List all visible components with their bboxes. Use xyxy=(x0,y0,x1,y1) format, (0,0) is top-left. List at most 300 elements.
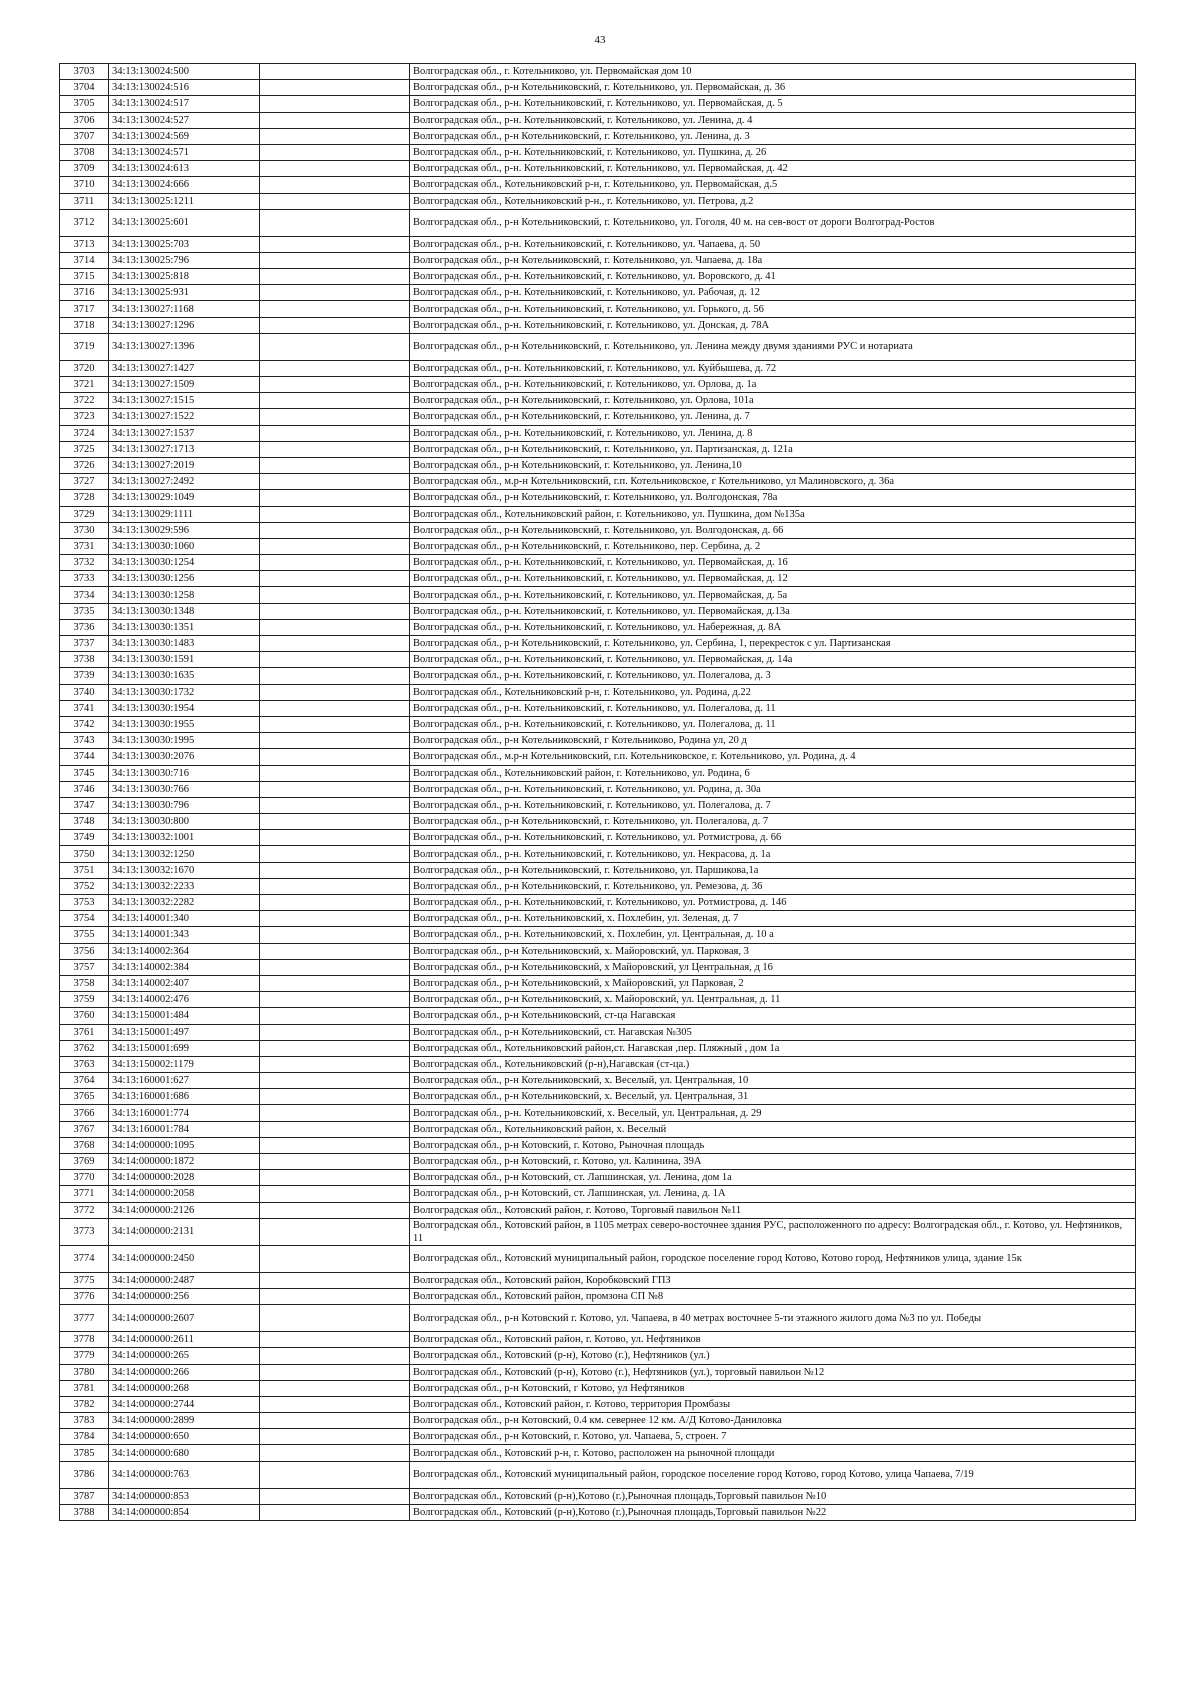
row-number: 3731 xyxy=(60,538,109,554)
row-number: 3747 xyxy=(60,797,109,813)
address: Волгоградская обл., Котельниковский район, г. Котельниково, ул. Родина, 6 xyxy=(410,765,1136,781)
cadastral-number: 34:13:130032:1670 xyxy=(109,862,260,878)
cadastral-number: 34:13:160001:784 xyxy=(109,1121,260,1137)
row-number: 3762 xyxy=(60,1040,109,1056)
cadastral-number: 34:13:130030:796 xyxy=(109,797,260,813)
table-row xyxy=(60,555,1136,571)
row-number: 3734 xyxy=(60,587,109,603)
row-number: 3706 xyxy=(60,112,109,128)
empty-cell xyxy=(260,1040,410,1056)
row-number: 3745 xyxy=(60,765,109,781)
empty-cell xyxy=(260,781,410,797)
address: Волгоградская обл., р-н. Котельниковский, г. Котельниково, ул. Воровского, д. 41 xyxy=(410,269,1136,285)
row-number: 3708 xyxy=(60,144,109,160)
empty-cell xyxy=(260,652,410,668)
table-row xyxy=(60,1218,1136,1245)
address: Волгоградская обл., р-н Котовский, г. Котово, Рыночная площадь xyxy=(410,1137,1136,1153)
cadastral-number: 34:14:000000:2126 xyxy=(109,1202,260,1218)
address: Волгоградская обл., Котовский район, Коробковский ГПЗ xyxy=(410,1272,1136,1288)
empty-cell xyxy=(260,425,410,441)
row-number: 3723 xyxy=(60,409,109,425)
table-row xyxy=(60,1380,1136,1396)
row-number: 3704 xyxy=(60,80,109,96)
table-row xyxy=(60,781,1136,797)
address: Волгоградская обл., р-н Котельниковский, г. Котельниково, ул. Гоголя, 40 м. на сев-вост от дороги Волгоград-Ростов xyxy=(410,209,1136,236)
empty-cell xyxy=(260,317,410,333)
table-row xyxy=(60,360,1136,376)
address: Волгоградская обл., Котовский (р-н),Котово (г.),Рыночная площадь,Торговый павильон №22 xyxy=(410,1504,1136,1520)
table-row xyxy=(60,1272,1136,1288)
address: Волгоградская обл., р-н Котельниковский, г. Котельниково, ул. Волгодонская, д. 66 xyxy=(410,522,1136,538)
table-row xyxy=(60,252,1136,268)
table-row xyxy=(60,393,1136,409)
row-number: 3714 xyxy=(60,252,109,268)
empty-cell xyxy=(260,1121,410,1137)
row-number: 3753 xyxy=(60,895,109,911)
table-row xyxy=(60,733,1136,749)
row-number: 3782 xyxy=(60,1396,109,1412)
cadastral-number: 34:14:000000:1095 xyxy=(109,1137,260,1153)
row-number: 3777 xyxy=(60,1305,109,1332)
parcel-table xyxy=(59,63,1136,1521)
address: Волгоградская обл., Котовский р-н, г. Котово, расположен на рыночной площади xyxy=(410,1445,1136,1461)
row-number: 3736 xyxy=(60,619,109,635)
cadastral-number: 34:13:130030:1732 xyxy=(109,684,260,700)
table-row xyxy=(60,112,1136,128)
table-row xyxy=(60,846,1136,862)
cadastral-number: 34:14:000000:2607 xyxy=(109,1305,260,1332)
empty-cell xyxy=(260,927,410,943)
address: Волгоградская обл., р-н. Котельниковский, г. Котельниково, ул. Ротмистрова, д. 66 xyxy=(410,830,1136,846)
empty-cell xyxy=(260,377,410,393)
row-number: 3774 xyxy=(60,1245,109,1272)
row-number: 3785 xyxy=(60,1445,109,1461)
table-row xyxy=(60,285,1136,301)
empty-cell xyxy=(260,1056,410,1072)
row-number: 3733 xyxy=(60,571,109,587)
address: Волгоградская обл., Котовский район, промзона СП №8 xyxy=(410,1288,1136,1304)
address: Волгоградская обл., Котельниковский р-н, г. Котельниково, ул. Первомайская, д.5 xyxy=(410,177,1136,193)
empty-cell xyxy=(260,765,410,781)
address: Волгоградская обл., р-н Котельниковский, г. Котельниково, ул. Партизанская, д. 121а xyxy=(410,441,1136,457)
table-row xyxy=(60,490,1136,506)
row-number: 3713 xyxy=(60,236,109,252)
empty-cell xyxy=(260,603,410,619)
row-number: 3770 xyxy=(60,1170,109,1186)
empty-cell xyxy=(260,959,410,975)
cadastral-number: 34:13:130030:1483 xyxy=(109,636,260,652)
cadastral-number: 34:14:000000:854 xyxy=(109,1504,260,1520)
table-row xyxy=(60,797,1136,813)
empty-cell xyxy=(260,1272,410,1288)
cadastral-number: 34:13:130024:613 xyxy=(109,161,260,177)
row-number: 3763 xyxy=(60,1056,109,1072)
empty-cell xyxy=(260,1137,410,1153)
empty-cell xyxy=(260,236,410,252)
row-number: 3716 xyxy=(60,285,109,301)
address: Волгоградская обл., р-н Котельниковский, г. Котельниково, ул. Полегалова, д. 7 xyxy=(410,814,1136,830)
address: Волгоградская обл., Котовский район, г. Котово, Торговый павильон №11 xyxy=(410,1202,1136,1218)
table-row xyxy=(60,992,1136,1008)
empty-cell xyxy=(260,538,410,554)
table-row xyxy=(60,144,1136,160)
cadastral-number: 34:13:150001:497 xyxy=(109,1024,260,1040)
table-row xyxy=(60,506,1136,522)
address: Волгоградская обл., Котовский район, в 1105 метрах северо-восточнее здания РУС, расположенного по адресу: Волгоградская обл., г. Котово, ул. Нефтяников, 11 xyxy=(410,1218,1136,1245)
cadastral-number: 34:14:000000:2899 xyxy=(109,1413,260,1429)
table-row xyxy=(60,1413,1136,1429)
row-number: 3767 xyxy=(60,1121,109,1137)
table-row xyxy=(60,1089,1136,1105)
empty-cell xyxy=(260,80,410,96)
empty-cell xyxy=(260,1089,410,1105)
cadastral-number: 34:13:130027:2019 xyxy=(109,457,260,473)
address: Волгоградская обл., р-н Котельниковский, х. Веселый, ул. Центральная, 10 xyxy=(410,1073,1136,1089)
address: Волгоградская обл., р-н. Котельниковский, г. Котельниково, ул. Первомайская, д. 5 xyxy=(410,96,1136,112)
table-row xyxy=(60,668,1136,684)
row-number: 3754 xyxy=(60,911,109,927)
address: Волгоградская обл., Котовский район, г. Котово, ул. Нефтяников xyxy=(410,1332,1136,1348)
parcel-table-body xyxy=(60,64,1136,1521)
cadastral-number: 34:13:130024:517 xyxy=(109,96,260,112)
empty-cell xyxy=(260,1380,410,1396)
empty-cell xyxy=(260,506,410,522)
address: Волгоградская обл., Котельниковский р-н., г. Котельниково, ул. Петрова, д.2 xyxy=(410,193,1136,209)
row-number: 3783 xyxy=(60,1413,109,1429)
table-row xyxy=(60,927,1136,943)
address: Волгоградская обл., р-н. Котельниковский, г. Котельниково, ул. Ротмистрова, д. 146 xyxy=(410,895,1136,911)
cadastral-number: 34:13:140002:384 xyxy=(109,959,260,975)
address: Волгоградская обл., р-н. Котельниковский, г. Котельниково, ул. Донская, д. 78А xyxy=(410,317,1136,333)
cadastral-number: 34:13:130032:2233 xyxy=(109,878,260,894)
cadastral-number: 34:13:130030:716 xyxy=(109,765,260,781)
address: Волгоградская обл., р-н. Котельниковский, г. Котельниково, ул. Горького, д. 56 xyxy=(410,301,1136,317)
address: Волгоградская обл., Котовский муниципальный район, городское поселение город Котово, город Котово, улица Чапаева, 7/19 xyxy=(410,1461,1136,1488)
table-row xyxy=(60,333,1136,360)
row-number: 3748 xyxy=(60,814,109,830)
address: Волгоградская обл., р-н Котельниковский, ст. Нагавская №305 xyxy=(410,1024,1136,1040)
empty-cell xyxy=(260,1429,410,1445)
cadastral-number: 34:13:130024:569 xyxy=(109,128,260,144)
empty-cell xyxy=(260,1305,410,1332)
cadastral-number: 34:14:000000:2028 xyxy=(109,1170,260,1186)
table-row xyxy=(60,862,1136,878)
table-row xyxy=(60,1364,1136,1380)
address: Волгоградская обл., р-н. Котельниковский, г. Котельниково, ул. Полегалова, д. 11 xyxy=(410,716,1136,732)
cadastral-number: 34:14:000000:265 xyxy=(109,1348,260,1364)
row-number: 3717 xyxy=(60,301,109,317)
empty-cell xyxy=(260,64,410,80)
row-number: 3722 xyxy=(60,393,109,409)
empty-cell xyxy=(260,684,410,700)
cadastral-number: 34:14:000000:2450 xyxy=(109,1245,260,1272)
empty-cell xyxy=(260,1105,410,1121)
address: Волгоградская обл., Котовский (р-н),Котово (г.),Рыночная площадь,Торговый павильон №10 xyxy=(410,1488,1136,1504)
empty-cell xyxy=(260,992,410,1008)
empty-cell xyxy=(260,441,410,457)
address: Волгоградская обл., р-н Котельниковский, г Котельниково, Родина ул, 20 д xyxy=(410,733,1136,749)
address: Волгоградская обл., р-н Котельниковский, г. Котельниково, ул. Ремезова, д. 36 xyxy=(410,878,1136,894)
cadastral-number: 34:13:130024:527 xyxy=(109,112,260,128)
empty-cell xyxy=(260,1445,410,1461)
address: Волгоградская обл., р-н. Котельниковский, г. Котельниково, ул. Ленина, д. 4 xyxy=(410,112,1136,128)
empty-cell xyxy=(260,716,410,732)
cadastral-number: 34:13:130030:1348 xyxy=(109,603,260,619)
cadastral-number: 34:13:130029:596 xyxy=(109,522,260,538)
table-row xyxy=(60,377,1136,393)
address: Волгоградская обл., р-н Котовский, ст. Лапшинская, ул. Ленина, дом 1а xyxy=(410,1170,1136,1186)
address: Волгоградская обл., р-н Котельниковский, г. Котельниково, пер. Сербина, д. 2 xyxy=(410,538,1136,554)
row-number: 3752 xyxy=(60,878,109,894)
address: Волгоградская обл., р-н. Котельниковский, г. Котельниково, ул. Полегалова, д. 3 xyxy=(410,668,1136,684)
row-number: 3737 xyxy=(60,636,109,652)
cadastral-number: 34:13:130025:703 xyxy=(109,236,260,252)
table-row xyxy=(60,959,1136,975)
table-row xyxy=(60,895,1136,911)
address: Волгоградская обл., Котельниковский район, х. Веселый xyxy=(410,1121,1136,1137)
table-row xyxy=(60,96,1136,112)
table-row xyxy=(60,409,1136,425)
empty-cell xyxy=(260,830,410,846)
table-row xyxy=(60,1170,1136,1186)
empty-cell xyxy=(260,96,410,112)
cadastral-number: 34:13:130032:1001 xyxy=(109,830,260,846)
address: Волгоградская обл., р-н Котельниковский, ст-ца Нагавская xyxy=(410,1008,1136,1024)
empty-cell xyxy=(260,269,410,285)
address: Волгоградская обл., Котовский (р-н), Котово (г.), Нефтяников (ул.) xyxy=(410,1348,1136,1364)
row-number: 3769 xyxy=(60,1154,109,1170)
address: Волгоградская обл., Котельниковский район, г. Котельниково, ул. Пушкина, дом №135а xyxy=(410,506,1136,522)
row-number: 3720 xyxy=(60,360,109,376)
address: Волгоградская обл., р-н Котовский, г. Котово, ул. Калинина, 39А xyxy=(410,1154,1136,1170)
address: Волгоградская обл., р-н. Котельниковский, х. Похлебин, ул. Зеленая, д. 7 xyxy=(410,911,1136,927)
cadastral-number: 34:13:140002:407 xyxy=(109,975,260,991)
empty-cell xyxy=(260,1288,410,1304)
row-number: 3712 xyxy=(60,209,109,236)
empty-cell xyxy=(260,814,410,830)
empty-cell xyxy=(260,587,410,603)
empty-cell xyxy=(260,797,410,813)
address: Волгоградская обл., г. Котельниково, ул. Первомайская дом 10 xyxy=(410,64,1136,80)
address: Волгоградская обл., р-н. Котельниковский, х. Похлебин, ул. Центральная, д. 10 а xyxy=(410,927,1136,943)
table-row xyxy=(60,587,1136,603)
cadastral-number: 34:14:000000:256 xyxy=(109,1288,260,1304)
empty-cell xyxy=(260,1348,410,1364)
row-number: 3755 xyxy=(60,927,109,943)
cadastral-number: 34:13:130030:1591 xyxy=(109,652,260,668)
empty-cell xyxy=(260,128,410,144)
empty-cell xyxy=(260,749,410,765)
cadastral-number: 34:13:130030:1258 xyxy=(109,587,260,603)
table-row xyxy=(60,1186,1136,1202)
empty-cell xyxy=(260,409,410,425)
cadastral-number: 34:13:130027:1396 xyxy=(109,333,260,360)
row-number: 3726 xyxy=(60,457,109,473)
address: Волгоградская обл., р-н. Котельниковский, г. Котельниково, ул. Чапаева, д. 50 xyxy=(410,236,1136,252)
cadastral-number: 34:13:130025:601 xyxy=(109,209,260,236)
empty-cell xyxy=(260,1024,410,1040)
table-row xyxy=(60,1121,1136,1137)
cadastral-number: 34:13:130030:1635 xyxy=(109,668,260,684)
address: Волгоградская обл., р-н Котельниковский, г. Котельниково, ул. Первомайская, д. 36 xyxy=(410,80,1136,96)
empty-cell xyxy=(260,285,410,301)
row-number: 3703 xyxy=(60,64,109,80)
empty-cell xyxy=(260,1186,410,1202)
cadastral-number: 34:13:130025:1211 xyxy=(109,193,260,209)
cadastral-number: 34:13:130027:1168 xyxy=(109,301,260,317)
table-row xyxy=(60,652,1136,668)
row-number: 3758 xyxy=(60,975,109,991)
address: Волгоградская обл., р-н Котельниковский, г. Котельниково, ул. Ленина, д. 3 xyxy=(410,128,1136,144)
empty-cell xyxy=(260,1170,410,1186)
empty-cell xyxy=(260,522,410,538)
cadastral-number: 34:13:130030:1351 xyxy=(109,619,260,635)
row-number: 3772 xyxy=(60,1202,109,1218)
table-row xyxy=(60,1445,1136,1461)
table-row xyxy=(60,1040,1136,1056)
cadastral-number: 34:13:160001:686 xyxy=(109,1089,260,1105)
empty-cell xyxy=(260,1488,410,1504)
address: Волгоградская обл., р-н Котельниковский, х. Майоровский, ул. Парковая, 3 xyxy=(410,943,1136,959)
empty-cell xyxy=(260,112,410,128)
address: Волгоградская обл., р-н Котовский г. Котово, ул. Чапаева, в 40 метрах восточнее 5-ти этажного жилого дома №3 по ул. Победы xyxy=(410,1305,1136,1332)
empty-cell xyxy=(260,555,410,571)
cadastral-number: 34:14:000000:2487 xyxy=(109,1272,260,1288)
row-number: 3786 xyxy=(60,1461,109,1488)
empty-cell xyxy=(260,1073,410,1089)
address: Волгоградская обл., Котельниковский р-н, г. Котельниково, ул. Родина, д.22 xyxy=(410,684,1136,700)
row-number: 3778 xyxy=(60,1332,109,1348)
cadastral-number: 34:13:130030:1254 xyxy=(109,555,260,571)
cadastral-number: 34:13:130030:800 xyxy=(109,814,260,830)
empty-cell xyxy=(260,1154,410,1170)
cadastral-number: 34:13:140001:340 xyxy=(109,911,260,927)
cadastral-number: 34:13:130024:666 xyxy=(109,177,260,193)
row-number: 3707 xyxy=(60,128,109,144)
cadastral-number: 34:14:000000:2131 xyxy=(109,1218,260,1245)
table-row xyxy=(60,1073,1136,1089)
table-row xyxy=(60,128,1136,144)
cadastral-number: 34:13:130029:1049 xyxy=(109,490,260,506)
cadastral-number: 34:13:140002:364 xyxy=(109,943,260,959)
cadastral-number: 34:14:000000:2611 xyxy=(109,1332,260,1348)
address: Волгоградская обл., р-н Котовский, г. Котово, ул. Чапаева, 5, строен. 7 xyxy=(410,1429,1136,1445)
empty-cell xyxy=(260,490,410,506)
row-number: 3768 xyxy=(60,1137,109,1153)
empty-cell xyxy=(260,1413,410,1429)
address: Волгоградская обл., р-н. Котельниковский, г. Котельниково, ул. Полегалова, д. 7 xyxy=(410,797,1136,813)
table-row xyxy=(60,209,1136,236)
cadastral-number: 34:14:000000:2744 xyxy=(109,1396,260,1412)
address: Волгоградская обл., р-н Котельниковский, г. Котельниково, ул. Ленина, д. 7 xyxy=(410,409,1136,425)
address: Волгоградская обл., р-н Котельниковский, х. Веселый, ул. Центральная, 31 xyxy=(410,1089,1136,1105)
table-row xyxy=(60,177,1136,193)
table-row xyxy=(60,317,1136,333)
table-row xyxy=(60,301,1136,317)
row-number: 3728 xyxy=(60,490,109,506)
cadastral-number: 34:13:130027:1515 xyxy=(109,393,260,409)
row-number: 3729 xyxy=(60,506,109,522)
cadastral-number: 34:14:000000:763 xyxy=(109,1461,260,1488)
row-number: 3719 xyxy=(60,333,109,360)
table-row xyxy=(60,538,1136,554)
empty-cell xyxy=(260,301,410,317)
cadastral-number: 34:14:000000:266 xyxy=(109,1364,260,1380)
row-number: 3709 xyxy=(60,161,109,177)
address: Волгоградская обл., Котельниковский район,ст. Нагавская ,пер. Пляжный , дом 1а xyxy=(410,1040,1136,1056)
cadastral-number: 34:13:130029:1111 xyxy=(109,506,260,522)
table-row xyxy=(60,1008,1136,1024)
address: Волгоградская обл., Котовский район, г. Котово, территория Промбазы xyxy=(410,1396,1136,1412)
row-number: 3773 xyxy=(60,1218,109,1245)
address: Волгоградская обл., р-н Котельниковский, г. Котельниково, ул. Волгодонская, 78а xyxy=(410,490,1136,506)
table-row xyxy=(60,1332,1136,1348)
cadastral-number: 34:13:150001:699 xyxy=(109,1040,260,1056)
cadastral-number: 34:13:130025:818 xyxy=(109,269,260,285)
empty-cell xyxy=(260,209,410,236)
address: Волгоградская обл., Котовский (р-н), Котово (г.), Нефтяников (ул.), торговый павильон №12 xyxy=(410,1364,1136,1380)
cadastral-number: 34:13:160001:774 xyxy=(109,1105,260,1121)
empty-cell xyxy=(260,943,410,959)
address: Волгоградская обл., р-н Котельниковский, х Майоровский, ул Центральная, д 16 xyxy=(410,959,1136,975)
row-number: 3711 xyxy=(60,193,109,209)
empty-cell xyxy=(260,1245,410,1272)
address: Волгоградская обл., р-н Котовский, 0.4 км. севернее 12 км. А/Д Котово-Даниловка xyxy=(410,1413,1136,1429)
table-row xyxy=(60,161,1136,177)
cadastral-number: 34:14:000000:650 xyxy=(109,1429,260,1445)
address: Волгоградская обл., р-н Котовский, ст. Лапшинская, ул. Ленина, д. 1А xyxy=(410,1186,1136,1202)
empty-cell xyxy=(260,619,410,635)
row-number: 3746 xyxy=(60,781,109,797)
cadastral-number: 34:14:000000:2058 xyxy=(109,1186,260,1202)
row-number: 3740 xyxy=(60,684,109,700)
address: Волгоградская обл., р-н Котельниковский, г. Котельниково, ул. Орлова, 101а xyxy=(410,393,1136,409)
empty-cell xyxy=(260,457,410,473)
row-number: 3784 xyxy=(60,1429,109,1445)
table-row xyxy=(60,603,1136,619)
row-number: 3779 xyxy=(60,1348,109,1364)
cadastral-number: 34:13:130032:2282 xyxy=(109,895,260,911)
row-number: 3705 xyxy=(60,96,109,112)
row-number: 3732 xyxy=(60,555,109,571)
row-number: 3724 xyxy=(60,425,109,441)
address: Волгоградская обл., р-н. Котельниковский, х. Веселый, ул. Центральная, д. 29 xyxy=(410,1105,1136,1121)
row-number: 3715 xyxy=(60,269,109,285)
address: Волгоградская обл., р-н. Котельниковский, г. Котельниково, ул. Пушкина, д. 26 xyxy=(410,144,1136,160)
cadastral-number: 34:13:130030:2076 xyxy=(109,749,260,765)
empty-cell xyxy=(260,1396,410,1412)
address: Волгоградская обл., р-н. Котельниковский, г. Котельниково, ул. Первомайская, д.13а xyxy=(410,603,1136,619)
row-number: 3742 xyxy=(60,716,109,732)
table-row xyxy=(60,1488,1136,1504)
empty-cell xyxy=(260,975,410,991)
address: Волгоградская обл., р-н Котельниковский, х Майоровский, ул Парковая, 2 xyxy=(410,975,1136,991)
table-row xyxy=(60,1245,1136,1272)
row-number: 3739 xyxy=(60,668,109,684)
address: Волгоградская обл., Котельниковский (р-н),Нагавская (ст-ца.) xyxy=(410,1056,1136,1072)
table-row xyxy=(60,1056,1136,1072)
empty-cell xyxy=(260,360,410,376)
row-number: 3749 xyxy=(60,830,109,846)
table-row xyxy=(60,1137,1136,1153)
cadastral-number: 34:13:130030:1060 xyxy=(109,538,260,554)
table-row xyxy=(60,236,1136,252)
row-number: 3735 xyxy=(60,603,109,619)
table-row xyxy=(60,1461,1136,1488)
empty-cell xyxy=(260,193,410,209)
address: Волгоградская обл., р-н. Котельниковский, г. Котельниково, ул. Набережная, д. 8А xyxy=(410,619,1136,635)
empty-cell xyxy=(260,846,410,862)
